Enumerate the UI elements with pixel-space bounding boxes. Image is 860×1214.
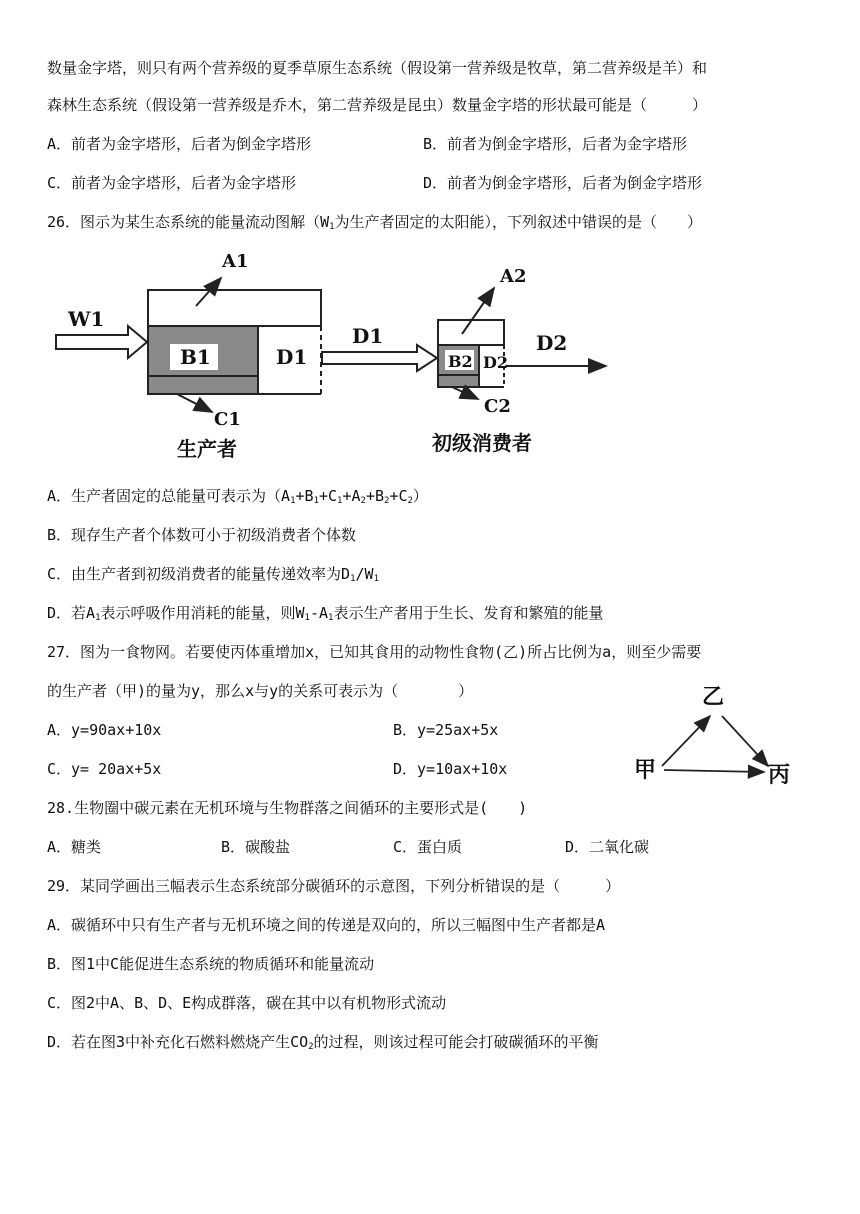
q28-stem: 28.生物圈中碳元素在无机环境与生物群落之间循环的主要形式是( ) <box>47 799 528 817</box>
w1-label: W1 <box>68 307 105 331</box>
energy-flow-diagram <box>0 240 860 472</box>
food-web-bing: 丙 <box>768 763 791 788</box>
q25-option-c: C．前者为金字塔形，后者为金字塔形 <box>47 174 297 192</box>
q29-option-b: B．图1中C能促进生态系统的物质循环和能量流动 <box>47 955 375 973</box>
c2-label: C2 <box>484 396 511 417</box>
q29-option-c: C．图2中A、B、D、E构成群落，碳在其中以有机物形式流动 <box>47 994 447 1012</box>
q25-stem-line2: 森林生态系统（假设第一营养级是乔木，第二营养级是昆虫）数量金字塔的形状最可能是（ ） <box>47 96 708 114</box>
d1-arrow-label: D1 <box>352 324 384 348</box>
q28-option-d: D．二氧化碳 <box>565 838 650 856</box>
food-web-jia: 甲 <box>634 758 657 783</box>
d1-box-label: D1 <box>276 345 308 369</box>
q25-option-b: B．前者为倒金字塔形，后者为金字塔形 <box>423 135 688 153</box>
producer-a1-box <box>148 290 321 326</box>
jia-to-yi-arrow <box>662 716 710 766</box>
jia-to-bing-arrow <box>664 770 764 772</box>
q27-option-c: C．y= 20ax+5x <box>47 760 162 778</box>
q29-stem: 29．某同学画出三幅表示生态系统部分碳循环的示意图，下列分析错误的是（ ） <box>47 877 621 895</box>
q29-option-d: D．若在图3中补充化石燃料燃烧产生$CO_2$的过程，则该过程可能会打破碳循环的平衡 <box>47 1033 599 1052</box>
producer-label: 生产者 <box>177 437 237 461</box>
d2-arrow-label: D2 <box>536 331 568 355</box>
q25-option-d: D．前者为倒金字塔形，后者为倒金字塔形 <box>423 174 703 192</box>
d2-box-label: D2 <box>483 353 509 372</box>
q28-option-c: C．蛋白质 <box>393 838 463 856</box>
q26-option-b: B．现存生产者个体数可小于初级消费者个体数 <box>47 526 357 544</box>
q27-option-a: A．y=90ax+10x <box>47 721 162 739</box>
consumer-c2-box <box>438 375 479 387</box>
q27-stem-line1: 27．图为一食物网。若要使丙体重增加x，已知其食用的动物性食物(乙)所占比例为a，则至少需要 <box>47 643 702 661</box>
q27-option-d: D．y=10ax+10x <box>393 760 508 778</box>
yi-to-bing-arrow <box>722 716 768 766</box>
c1-arrow <box>177 394 212 412</box>
q28-option-a: A．糖类 <box>47 838 102 856</box>
a2-label: A2 <box>500 266 527 287</box>
q26-option-d: D．若$A_1$表示呼吸作用消耗的能量，则$W_1-A_1$表示生产者用于生长、发育和繁殖的能量 <box>47 604 604 623</box>
a1-label: A1 <box>222 251 249 272</box>
q25-stem-line1: 数量金字塔，则只有两个营养级的夏季草原生态系统（假设第一营养级是牧草，第二营养级是羊）和 <box>47 59 708 77</box>
q29-option-a: A．碳循环中只有生产者与无机环境之间的传递是双向的，所以三幅图中生产者都是A <box>47 916 606 934</box>
c1-label: C1 <box>214 409 241 430</box>
consumer-a2-box <box>438 320 504 345</box>
q26-stem: 26．图示为某生态系统的能量流动图解（$W_1$为生产者固定的太阳能），下列叙述中错误的是（ ） <box>47 213 703 232</box>
c2-arrow <box>452 387 478 399</box>
food-web-diagram <box>630 680 800 790</box>
producer-c1-box <box>148 376 258 394</box>
q27-stem-line2: 的生产者（甲)的量为y，那么x与y的关系可表示为（ ） <box>47 682 474 700</box>
consumer-label: 初级消费者 <box>432 431 532 455</box>
q28-option-b: B．碳酸盐 <box>221 838 291 856</box>
q27-option-b: B．y=25ax+5x <box>393 721 499 739</box>
q25-option-a: A．前者为金字塔形，后者为倒金字塔形 <box>47 135 312 153</box>
food-web-yi: 乙 <box>702 685 725 710</box>
d1-arrow <box>322 345 437 371</box>
q26-option-a: A．生产者固定的总能量可表示为$(A_1+B_1+C_1+A_2+B_2+C_2)$ <box>47 487 428 506</box>
b1-label: B1 <box>180 345 211 369</box>
b2-label: B2 <box>448 352 473 371</box>
q26-option-c: C．由生产者到初级消费者的能量传递效率为$D_1/W_1$ <box>47 565 379 584</box>
